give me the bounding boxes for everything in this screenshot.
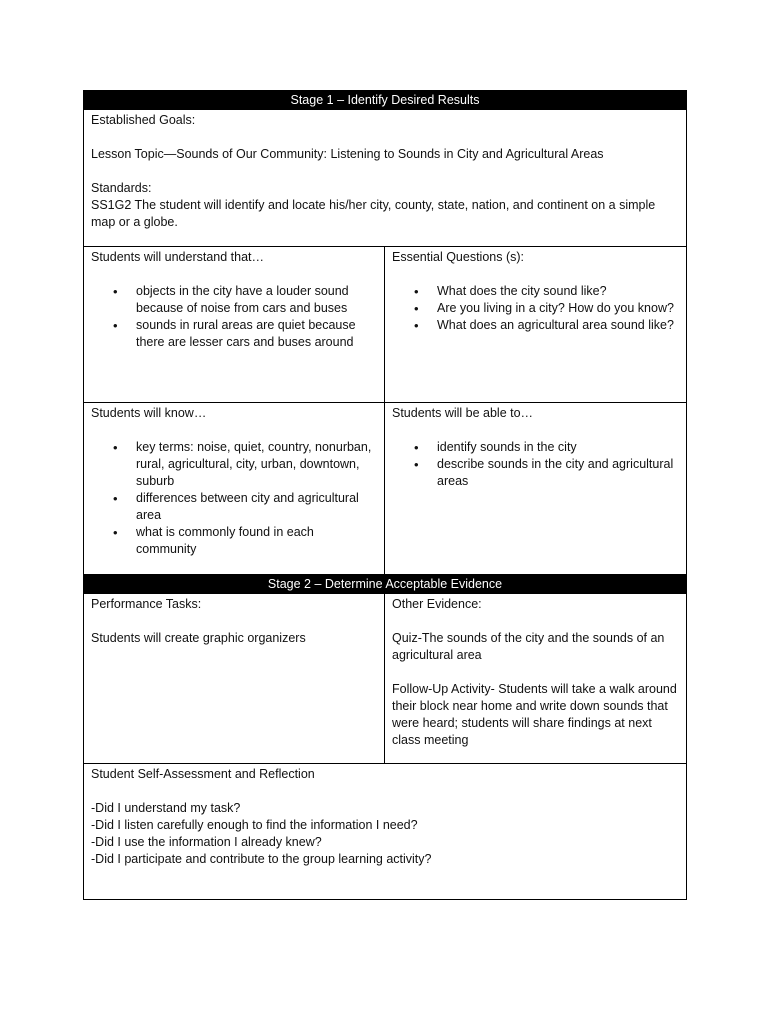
able-cell: [385, 403, 686, 574]
other-evidence-cell: [385, 594, 686, 763]
evidence-row: [84, 594, 686, 764]
able-label: Students will be able to…: [392, 406, 534, 420]
understand-questions-row: [84, 247, 686, 403]
lesson-topic: Lesson Topic—Sounds of Our Community: Listening to Sounds in City and Agricultural Areas: [91, 147, 604, 161]
list-item: • describe sounds in the city and agricultural areas: [392, 456, 679, 490]
standards-text: SS1G2 The student will identify and locate his/her city, county, state, nation, and continent on a simple map or a globe.: [91, 198, 656, 229]
understand-list: [91, 283, 377, 351]
list-item: • key terms: noise, quiet, country, nonurban, rural, agricultural, city, urban, downtown, suburb: [91, 439, 377, 490]
lesson-plan-table: [83, 90, 687, 900]
reflection-item: -Did I listen carefully enough to find the information I need?: [91, 818, 418, 832]
understand-label: Students will understand that…: [91, 250, 265, 264]
other-evidence-label: Other Evidence:: [392, 597, 482, 611]
list-item: • identify sounds in the city: [392, 439, 679, 456]
established-goals-cell: [84, 110, 686, 247]
list-item: • Are you living in a city? How do you know?: [392, 300, 679, 317]
know-cell: [84, 403, 385, 574]
list-item: • What does the city sound like?: [392, 283, 679, 300]
stage1-header: Stage 1 – Identify Desired Results: [84, 91, 686, 110]
established-goals-label: Established Goals:: [91, 113, 196, 127]
reflection-item: -Did I use the information I already knew?: [91, 835, 322, 849]
reflection-item: -Did I understand my task?: [91, 801, 241, 815]
questions-cell: [385, 247, 686, 402]
performance-text: Students will create graphic organizers: [91, 631, 306, 645]
list-item: • sounds in rural areas are quiet because there are lesser cars and buses around: [91, 317, 377, 351]
performance-label: Performance Tasks:: [91, 597, 202, 611]
reflection-item: -Did I participate and contribute to the group learning activity?: [91, 852, 432, 866]
performance-cell: [84, 594, 385, 763]
able-list: [392, 439, 679, 490]
know-label: Students will know…: [91, 406, 207, 420]
reflection-label: Student Self-Assessment and Reflection: [91, 767, 315, 781]
list-item: • objects in the city have a louder sound because of noise from cars and buses: [91, 283, 377, 317]
questions-list: [392, 283, 679, 334]
list-item: • What does an agricultural area sound like?: [392, 317, 679, 334]
questions-label: Essential Questions (s):: [392, 250, 524, 264]
standards-label: Standards:: [91, 181, 152, 195]
list-item: • what is commonly found in each community: [91, 524, 377, 558]
reflection-cell: [84, 764, 686, 900]
stage2-header: Stage 2 – Determine Acceptable Evidence: [84, 575, 686, 594]
know-able-row: [84, 403, 686, 575]
understand-cell: [84, 247, 385, 402]
follow-up-text: Follow-Up Activity- Students will take a walk around their block near home and write down sounds that were heard; students will share findings at next class meeting: [392, 682, 677, 747]
list-item: • differences between city and agricultural area: [91, 490, 377, 524]
quiz-text: Quiz-The sounds of the city and the sounds of an agricultural area: [392, 631, 665, 662]
know-list: [91, 439, 377, 558]
